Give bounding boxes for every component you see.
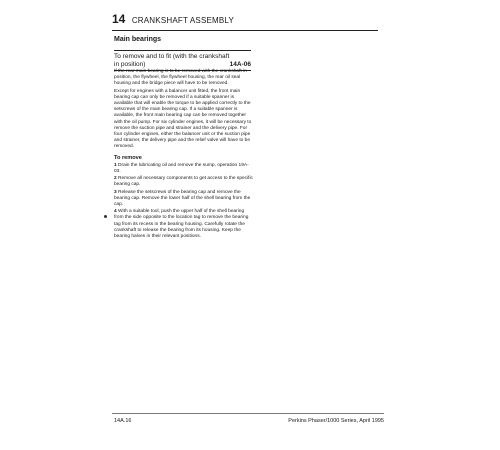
removal-step	[114, 209, 254, 240]
chapter-title: CRANKSHAFT ASSEMBLY	[131, 16, 235, 25]
step-text: Remove all necessary components to get access to the specific bearing cap.	[114, 176, 253, 188]
page-header	[112, 10, 378, 31]
removal-step	[114, 190, 254, 209]
removal-heading: To remove	[114, 154, 142, 161]
body-text	[114, 69, 254, 241]
intro-paragraph: If the rear main bearing is to be removed with the crankshaft in position, the flywheel, the flywheel housing, the rear oil seal housing and the bridge piece will have to be removed.	[114, 69, 247, 87]
step-number: 2	[114, 176, 117, 182]
step-number: 4	[114, 209, 117, 215]
procedure-code: 14A-06	[229, 60, 251, 68]
procedure-title-line-2: in position)	[114, 60, 146, 68]
footer-rule	[112, 413, 384, 414]
procedure-header	[114, 50, 251, 71]
step-text: Drain the lubricating oil and remove the sump, operation 19A-03.	[114, 162, 249, 175]
procedure-title-line-1: To remove and to fit (with the crankshaft	[114, 53, 230, 60]
step-text: Release the setscrews of the bearing cap and remove the bearing cap. Remove the lower half of the shell bearing from the cap.	[114, 189, 251, 208]
removal-step	[114, 163, 254, 175]
step-number: 3	[114, 189, 117, 195]
chapter-number: 14	[112, 12, 126, 26]
footer-publication: Perkins Phaser/1000 Series, April 1995	[288, 418, 384, 424]
margin-dot	[104, 215, 107, 218]
intro-paragraph: Except for engines with a balancer unit fitted, the front main bearing cap can only be removed if a suitable spanner is available that will enable the torque to be applied correctly to the setscrews of the main bearing cap. If a suitable spanner is available, the front main bearing cap can be removed together with the oil pump. For six cylinder engines, it will be necessary to remove the suction pipe and strainer and the delivery pipe. For four cylinder engines, either the balancer unit or the suction pipe and strainer, the delivery pipe and the relief valve will have to be removed.	[114, 88, 252, 150]
step-number: 1	[114, 162, 117, 168]
footer-page-ref: 14A.16	[114, 418, 132, 424]
section-title: Main bearings	[114, 36, 162, 43]
removal-step	[114, 176, 254, 188]
step-text: With a suitable tool, push the upper half of the shell bearing from the side opposite to the location tag to remove the bearing tag from its recess in the bearing housing. Carefully rotate the crankshaft to release the bearing from its housing. Keep the bearing halves in their relevant positions.	[114, 209, 249, 240]
